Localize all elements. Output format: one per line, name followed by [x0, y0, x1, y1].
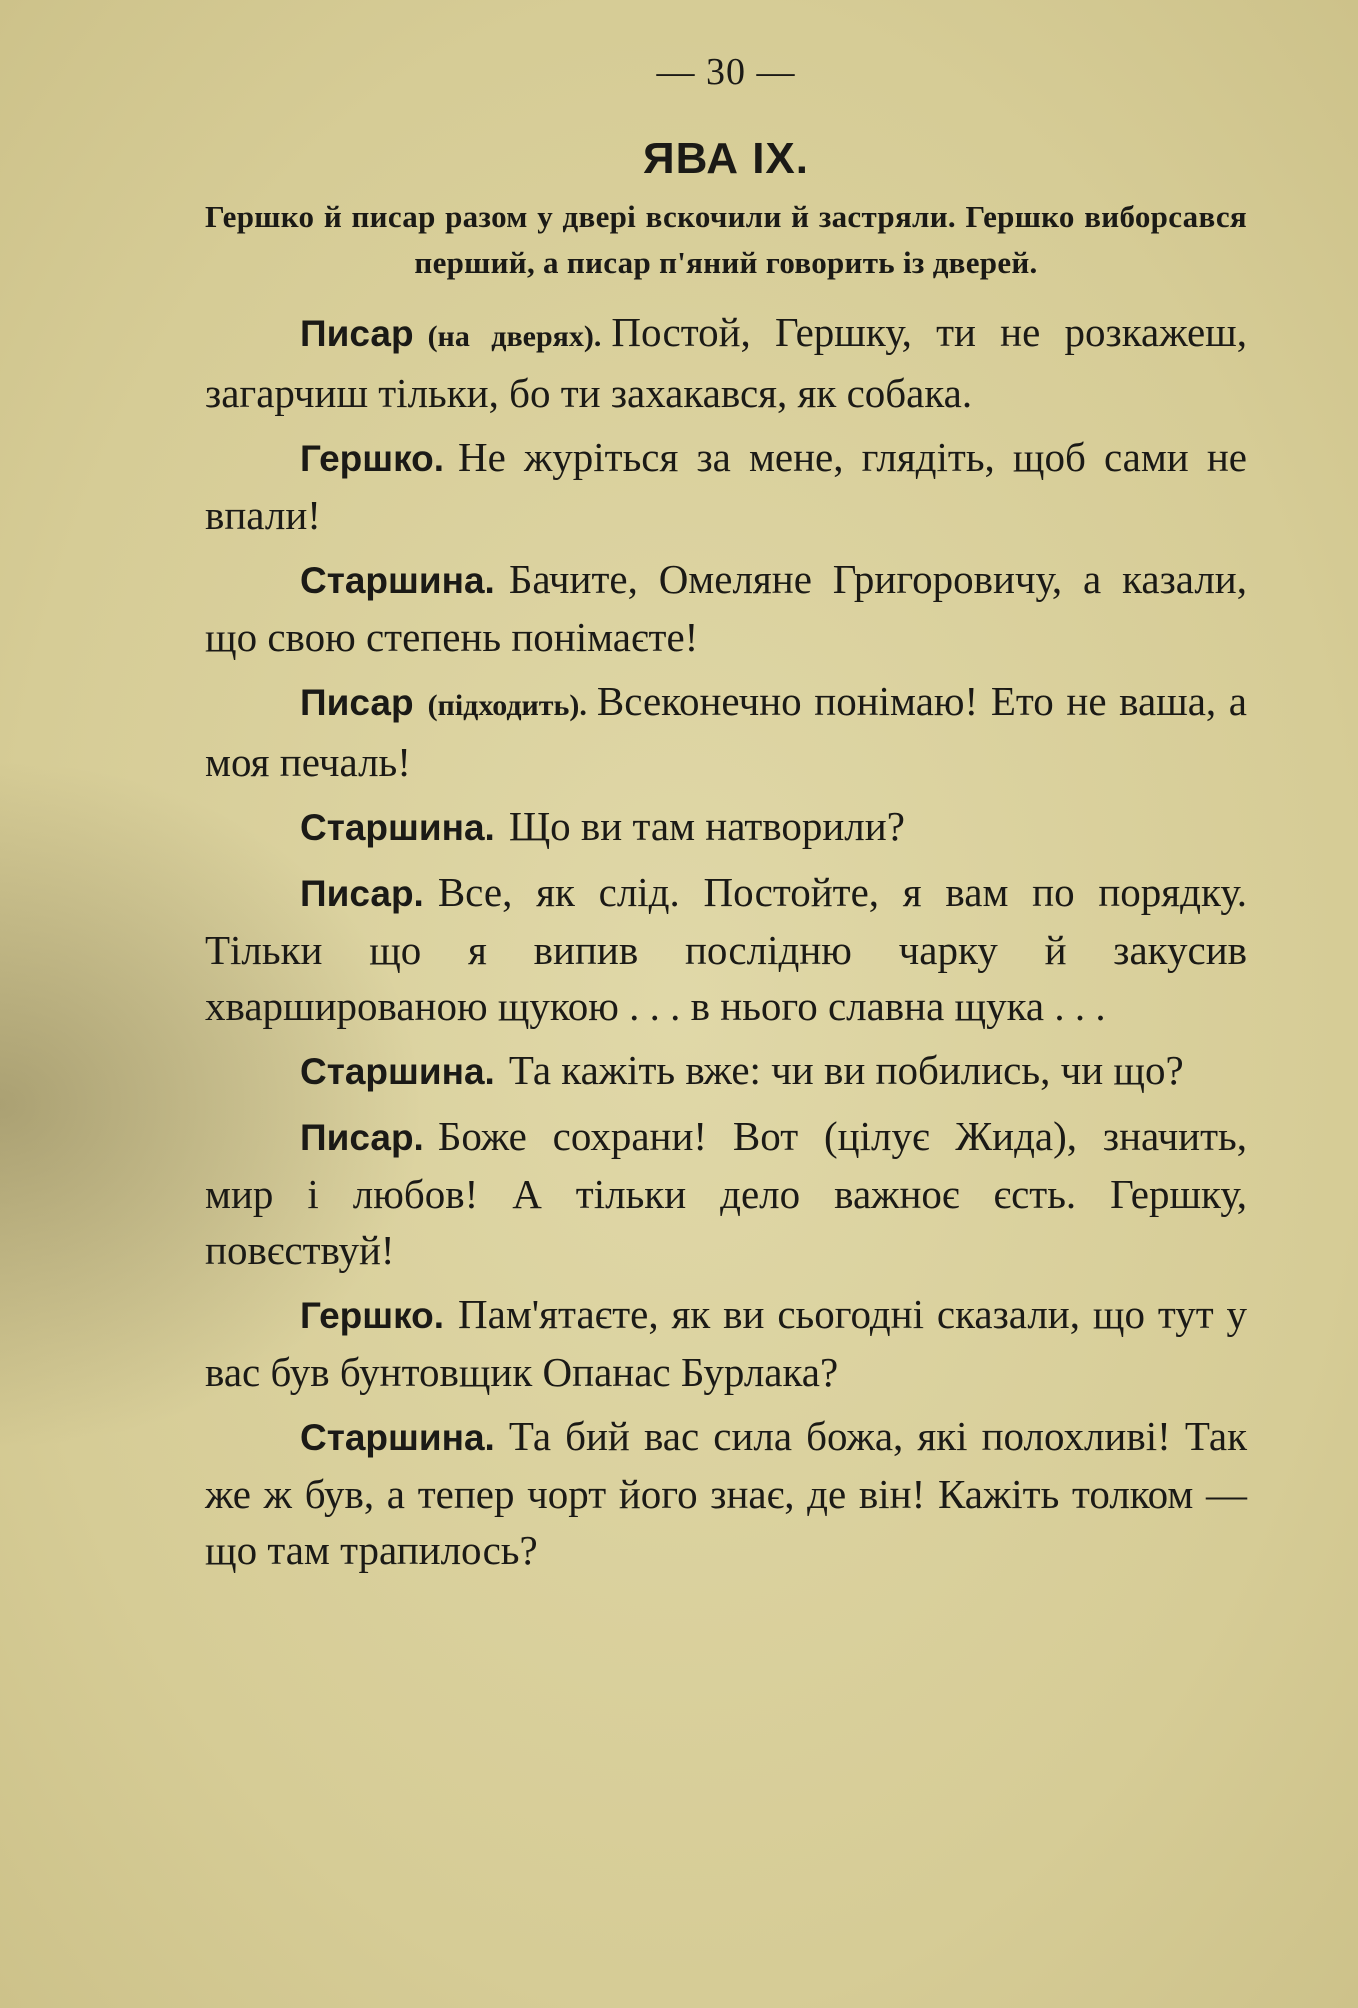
- dialogue-text: Боже сохрани! Вот (цілує Жида), значить, мир і любов! А тільки дело важноє єсть. Гершку, повєствуй!: [205, 1113, 1247, 1273]
- dialogue-line: [205, 1408, 1247, 1578]
- dialogue-line: [205, 1286, 1247, 1400]
- speaker-name: Писар: [300, 313, 414, 354]
- dialogue-line: [205, 551, 1247, 665]
- dialogue-text: Що ви там натворили?: [508, 803, 905, 849]
- dialogue-text: Постой, Гершку, ти не розкажеш, загарчиш тільки, бо ти захакався, як собака.: [205, 309, 1247, 416]
- stage-remark: (на дверях).: [427, 320, 602, 353]
- dialogue-line: [205, 1108, 1247, 1278]
- stage-direction: Гершко й писар разом у двері вскочили й застряли. Гершко виборсався перший, а писар п'яний говорить із дверей.: [205, 199, 1247, 280]
- dialogue-line: [205, 304, 1247, 421]
- speaker-name: Старшина.: [300, 1051, 495, 1092]
- speaker-name: Старшина.: [300, 1417, 495, 1458]
- dialogue-text: Та бий вас сила божа, які полохливі! Так же ж був, а тепер чорт його знає, де він! Кажіть толком — що там трапилось?: [205, 1413, 1247, 1573]
- dialogue-line: [205, 429, 1247, 543]
- dialogue-text: Та кажіть вже: чи ви побились, чи що?: [508, 1047, 1184, 1093]
- dialogue-line: [205, 864, 1247, 1034]
- speaker-name: Старшина.: [300, 560, 495, 601]
- speaker-name: Писар.: [300, 1117, 424, 1158]
- speaker-name: Старшина.: [300, 807, 495, 848]
- speaker-name: Писар.: [300, 873, 424, 914]
- speaker-name: Гершко.: [300, 1295, 445, 1336]
- text-block: [205, 50, 1247, 1586]
- dialogue-text: Пам'ятаєте, як ви сьогодні сказали, що тут у вас був бунтовщик Опанас Бурлака?: [205, 1291, 1247, 1395]
- scene-title: ЯВА IX.: [642, 134, 809, 183]
- dialogue-text: Всеконечно понімаю! Ето не ваша, а моя печаль!: [205, 678, 1247, 785]
- stage-remark: (підходить).: [427, 689, 587, 722]
- dialogue-text: Все, як слід. Постойте, я вам по порядку. Тільки що я випив послідню чарку й закусив хваршированою щукою . . . в нього славна щука . . .: [205, 869, 1247, 1029]
- speaker-name: Писар: [300, 682, 414, 723]
- page-number: — 30 —: [656, 51, 796, 93]
- dialogue-text: Бачите, Омеляне Григоровичу, а казали, що свою степень понімаєте!: [205, 556, 1247, 660]
- dialogue-line: [205, 1042, 1247, 1100]
- dialogue-text: Не журіться за мене, глядіть, щоб сами не впали!: [205, 434, 1247, 538]
- dialogue-line: [205, 798, 1247, 856]
- dialogue-line: [205, 673, 1247, 790]
- speaker-name: Гершко.: [300, 438, 445, 479]
